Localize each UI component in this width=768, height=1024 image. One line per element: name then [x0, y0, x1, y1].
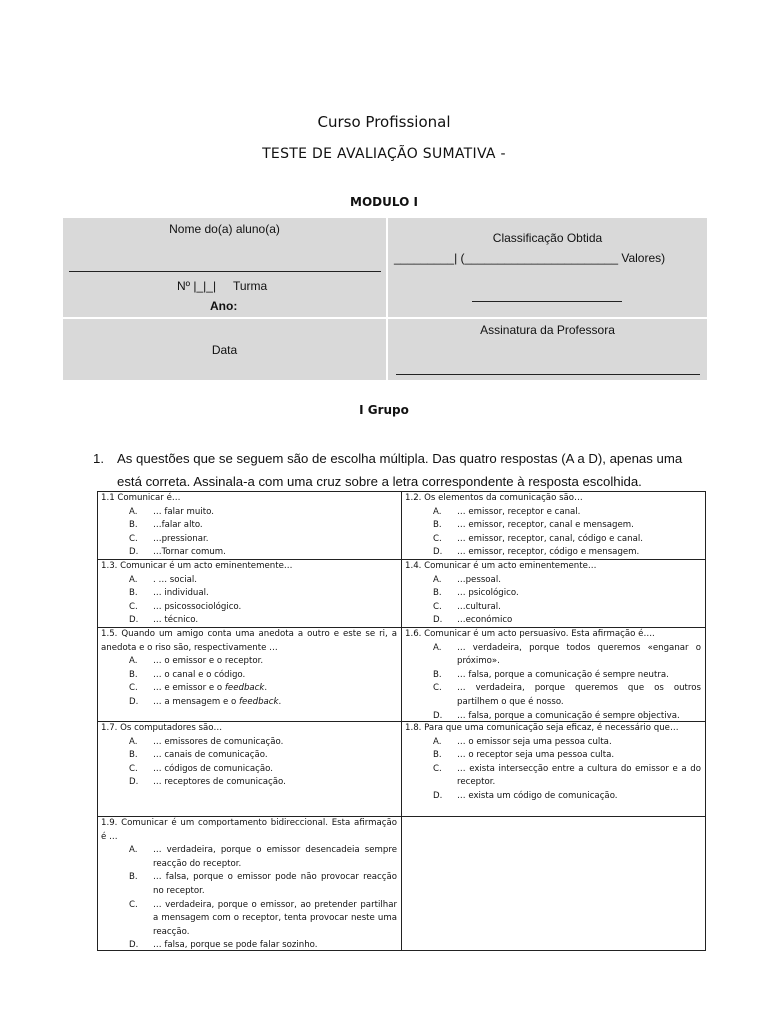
option-letter[interactable]: D. — [433, 790, 443, 801]
option-text: … exista um código de comunicação. — [457, 790, 618, 801]
option-text: … exista intersecção entre a cultura do emissor e a do receptor. — [457, 763, 701, 788]
grade-words-field[interactable] — [472, 301, 622, 302]
option-text: … canais de comunicação. — [153, 750, 268, 761]
answer-option[interactable] — [101, 776, 397, 790]
option-text: … psicossociológico. — [153, 601, 242, 612]
option-letter[interactable]: B. — [129, 669, 138, 680]
answer-option[interactable] — [405, 506, 701, 520]
option-letter[interactable]: D. — [129, 615, 139, 626]
option-text: . … social. — [153, 574, 198, 585]
question-text: 1.8. Para que uma comunicação seja eficaz, é necessário que… — [405, 723, 679, 733]
answer-option[interactable] — [101, 682, 397, 696]
option-text: … e emissor e o feedback. — [153, 683, 268, 694]
question-cell — [101, 492, 397, 560]
answer-option[interactable] — [405, 587, 701, 601]
grade-field[interactable]: _________| (_______________________ Valores) — [394, 251, 666, 265]
option-text: … códigos de comunicação. — [153, 763, 274, 774]
answer-option[interactable] — [101, 574, 397, 588]
info-box-row-divider — [63, 317, 707, 319]
option-letter[interactable]: B. — [129, 872, 138, 883]
option-text: … falar muito. — [153, 506, 214, 517]
date-label: Data — [211, 343, 238, 357]
question-cell — [405, 492, 701, 560]
option-text: … o receptor seja uma pessoa culta. — [457, 750, 615, 761]
option-letter[interactable]: C. — [433, 533, 442, 544]
option-letter[interactable]: A. — [129, 845, 138, 856]
option-letter[interactable]: A. — [433, 736, 442, 747]
option-letter[interactable]: A. — [129, 574, 138, 585]
option-text: … emissor, receptor, canal e mensagem. — [457, 520, 634, 531]
answer-option[interactable] — [405, 574, 701, 588]
option-letter[interactable]: A. — [433, 574, 442, 585]
answer-option[interactable] — [101, 844, 397, 871]
question-text: 1.1 Comunicar é… — [101, 493, 181, 503]
answer-option[interactable] — [101, 696, 397, 710]
answer-option[interactable] — [405, 533, 701, 547]
answer-option[interactable] — [101, 939, 397, 953]
option-letter[interactable]: D. — [129, 777, 139, 788]
questions-table — [97, 491, 706, 951]
answer-option[interactable] — [101, 763, 397, 777]
answer-option[interactable] — [101, 749, 397, 763]
answer-option[interactable] — [405, 601, 701, 615]
answer-option[interactable] — [405, 682, 701, 709]
option-text: … verdadeira, porque o emissor, ao pretender partilhar a mensagem com o receptor, tenta provocar neste uma reacção. — [153, 899, 397, 937]
option-letter[interactable]: C. — [129, 601, 138, 612]
option-text: … o emissor e o receptor. — [153, 656, 264, 667]
option-letter[interactable]: D. — [433, 615, 443, 626]
question-cell — [101, 628, 397, 710]
option-letter[interactable]: A. — [129, 736, 138, 747]
question-cell — [101, 560, 397, 628]
option-text: … falsa, porque se pode falar sozinho. — [153, 940, 318, 951]
student-name-label: Nome do(a) aluno(a) — [169, 222, 280, 236]
student-number-label: Nº |_|_| — [177, 279, 217, 293]
module-heading: MODULO I — [350, 195, 418, 209]
answer-option[interactable] — [101, 519, 397, 533]
question-number: 1. — [93, 451, 104, 466]
answer-option[interactable] — [101, 655, 397, 669]
question-text: 1.3. Comunicar é um acto eminentemente… — [101, 561, 293, 571]
option-text: … o canal e o código. — [153, 669, 246, 680]
option-text: …Tornar comum. — [153, 547, 226, 558]
answer-option[interactable] — [405, 790, 701, 804]
answer-option[interactable] — [405, 519, 701, 533]
option-letter[interactable]: B. — [129, 588, 138, 599]
option-text: …cultural. — [457, 601, 501, 612]
answer-option[interactable] — [101, 587, 397, 601]
option-text: … o emissor seja uma pessoa culta. — [457, 736, 612, 747]
answer-option[interactable] — [405, 614, 701, 628]
question-cell — [405, 628, 701, 723]
option-text: … falsa, porque a comunicação é sempre objectiva. — [457, 710, 680, 721]
option-text: … falsa, porque o emissor pode não provocar reacção no receptor. — [153, 872, 397, 896]
signature-label: Assinatura da Professora — [480, 323, 615, 337]
option-letter[interactable]: C. — [433, 601, 442, 612]
grade-label: Classificação Obtida — [492, 231, 603, 245]
option-letter[interactable]: B. — [129, 520, 138, 531]
group-heading: I Grupo — [359, 403, 409, 417]
option-letter[interactable]: B. — [433, 750, 442, 761]
option-letter[interactable]: D. — [433, 710, 443, 721]
option-letter[interactable]: C. — [433, 683, 442, 694]
question-text: 1.2. Os elementos da comunicação são… — [405, 493, 583, 503]
signature-field[interactable] — [396, 374, 700, 375]
option-letter[interactable]: B. — [129, 750, 138, 761]
option-text: …pessoal. — [457, 574, 501, 585]
question-cell — [405, 560, 701, 628]
option-text: … psicológico. — [457, 588, 519, 599]
option-text: … verdadeira, porque todos queremos «enganar o próximo». — [457, 642, 701, 667]
option-letter[interactable]: A. — [129, 656, 138, 667]
option-letter[interactable]: A. — [129, 506, 138, 517]
question-text: 1.5. Quando um amigo conta uma anedota a outro e este se ri, a anedota e o riso são, respectivamente … — [101, 629, 397, 653]
option-letter[interactable]: D. — [129, 696, 139, 707]
answer-option[interactable] — [405, 669, 701, 683]
question-cell — [405, 722, 701, 804]
answer-option[interactable] — [405, 546, 701, 560]
answer-option[interactable] — [405, 642, 701, 669]
answer-option[interactable] — [101, 669, 397, 683]
option-letter[interactable]: A. — [433, 506, 442, 517]
option-letter[interactable]: C. — [129, 533, 138, 544]
answer-option[interactable] — [101, 506, 397, 520]
option-letter[interactable]: D. — [129, 547, 139, 558]
option-letter[interactable]: B. — [433, 520, 442, 531]
option-text: … emissor, receptor, código e mensagem. — [457, 547, 640, 558]
answer-option[interactable] — [101, 601, 397, 615]
option-text: …económico — [457, 615, 513, 626]
option-text: … individual. — [153, 588, 209, 599]
answer-option[interactable] — [101, 533, 397, 547]
option-text: … falsa, porque a comunicação é sempre neutra. — [457, 669, 669, 680]
option-text: … verdadeira, porque o emissor desencadeia sempre reacção do receptor. — [153, 845, 397, 869]
option-letter[interactable]: D. — [433, 547, 443, 558]
year-label: Ano: — [210, 299, 238, 313]
option-text: … técnico. — [153, 615, 199, 626]
answer-option[interactable] — [405, 736, 701, 750]
test-title: TESTE DE AVALIAÇÃO SUMATIVA - — [262, 146, 506, 162]
student-name-field[interactable] — [69, 271, 381, 272]
option-text: … emissores de comunicação. — [153, 736, 284, 747]
option-text: … emissor, receptor, canal, código e canal. — [457, 533, 643, 544]
question-text: 1.7. Os computadores são… — [101, 723, 223, 733]
question-cell — [101, 722, 397, 790]
answer-option[interactable] — [405, 763, 701, 790]
answer-option[interactable] — [101, 736, 397, 750]
question-cell — [101, 817, 397, 953]
question-text: 1.4. Comunicar é um acto eminentemente… — [405, 561, 597, 571]
option-text: … verdadeira, porque queremos que os outros partilhem o que é nosso. — [457, 683, 701, 707]
option-letter[interactable]: A. — [433, 642, 442, 653]
option-letter[interactable]: C. — [433, 763, 442, 774]
option-text: …pressionar. — [153, 533, 209, 544]
option-letter[interactable]: D. — [129, 940, 139, 951]
class-label: Turma — [233, 279, 268, 293]
question-text: 1.6. Comunicar é um acto persuasivo. Esta afirmação é…. — [405, 629, 655, 639]
answer-option[interactable] — [101, 899, 397, 940]
instructions-text: As questões que se seguem são de escolha múltipla. Das quatro respostas (A a D), apenas uma está correta. Assinala-a com uma cruz sobre a letra correspondente à resposta escolhida. — [117, 451, 683, 489]
course-title: Curso Profissional — [317, 113, 451, 131]
option-letter[interactable]: C. — [129, 899, 138, 910]
option-letter[interactable]: B. — [433, 588, 442, 599]
option-text: … emissor, receptor e canal. — [457, 506, 581, 517]
answer-option[interactable] — [405, 749, 701, 763]
option-letter[interactable]: C. — [129, 763, 138, 774]
answer-option[interactable] — [101, 546, 397, 560]
answer-option[interactable] — [101, 614, 397, 628]
option-text: … receptores de comunicação. — [153, 777, 286, 788]
option-letter[interactable]: B. — [433, 669, 442, 680]
question-text: 1.9. Comunicar é um comportamento bidireccional. Esta afirmação é … — [101, 818, 397, 842]
option-letter[interactable]: C. — [129, 683, 138, 694]
option-text: … a mensagem e o feedback. — [153, 696, 282, 707]
option-text: …falar alto. — [153, 520, 203, 531]
student-info-box — [63, 218, 707, 380]
answer-option[interactable] — [101, 871, 397, 898]
